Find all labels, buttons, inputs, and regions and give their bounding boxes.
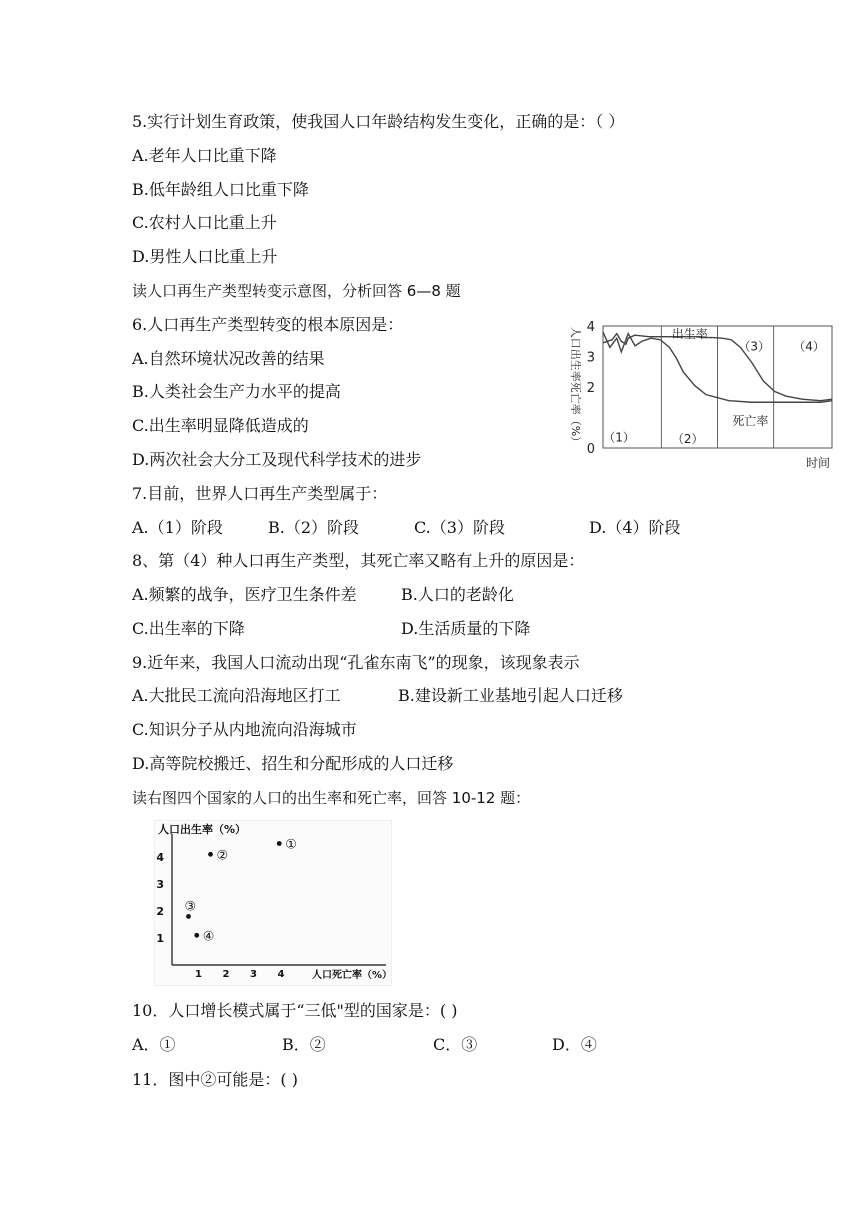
stage-label: （4） (793, 339, 825, 354)
q9-option-d: D.高等院校搬迁、招生和分配形成的人口迁移 (132, 754, 454, 773)
q6-option-b: B.人类社会生产力水平的提高 (132, 382, 341, 401)
q9-option-c: C.知识分子从内地流向沿海城市 (132, 720, 357, 739)
birth-rate-label: 出生率 (671, 327, 708, 341)
q9-option-a: A.大批民工流向沿海地区打工 (132, 686, 341, 705)
q10-option-b: B．② (282, 1035, 326, 1054)
data-point (277, 841, 282, 846)
q8-option-c: C.出生率的下降 (132, 619, 245, 638)
q11-stem: 11．图中②可能是：( ) (132, 1070, 298, 1089)
q10-option-a: A．① (132, 1035, 176, 1054)
q7-option-a: A.（1）阶段 (132, 518, 223, 537)
x-tick-label: 3 (250, 969, 257, 980)
q9-option-b: B.建设新工业基地引起人口迁移 (398, 686, 623, 705)
stage-label: （3） (738, 339, 770, 354)
q8-option-b: B.人口的老龄化 (401, 585, 514, 604)
birth-death-scatter-chart (154, 820, 392, 986)
x-axis-label: 时间 (805, 456, 830, 470)
y-tick-label: 2 (586, 381, 595, 396)
y-tick-label: 4 (156, 851, 164, 864)
stage-label: （1） (603, 430, 635, 445)
q10-stem: 10．人口增长模式属于“三低"型的国家是：( ) (132, 1001, 458, 1020)
x-axis-label: 人口死亡率（%） (312, 970, 392, 981)
point-label: ③ (184, 899, 197, 915)
q10-option-c: C．③ (433, 1035, 478, 1054)
stage-label: （2） (671, 432, 704, 447)
q7-option-c: C.（3）阶段 (414, 518, 505, 537)
data-point (208, 852, 213, 857)
q7-option-d: D.（4）阶段 (589, 518, 681, 537)
y-tick-label: 4 (586, 320, 595, 335)
point-label: ② (216, 848, 229, 864)
q7-option-b: B.（2）阶段 (268, 518, 360, 537)
q6-option-c: C.出生率明显降低造成的 (132, 416, 309, 435)
y-tick-label: 3 (156, 878, 164, 891)
q5-option-b: B.低年龄组人口比重下降 (132, 180, 309, 199)
q8-option-d: D.生活质量的下降 (401, 619, 531, 638)
death-rate-label: 死亡率 (732, 413, 769, 428)
point-label: ① (285, 837, 297, 853)
intro-10-12: 读右图四个国家的人口的出生率和死亡率，回答 10-12 题： (132, 789, 531, 807)
q8-stem: 8、第（4）种人口再生产类型，其死亡率又略有上升的原因是： (132, 551, 585, 570)
q6-option-a: A.自然环境状况改善的结果 (132, 349, 325, 368)
q10-option-d: D．④ (552, 1035, 597, 1054)
y-tick-label: 1 (156, 932, 164, 945)
x-tick-label: 1 (195, 969, 202, 980)
x-tick-label: 2 (222, 969, 230, 980)
q9-stem: 9.近年来，我国人口流动出现“孔雀东南飞”的现象，该现象表示 (132, 653, 580, 672)
y-tick-label: 3 (586, 350, 595, 366)
y-tick-label: 0 (586, 442, 595, 457)
q5-option-a: A.老年人口比重下降 (132, 146, 277, 165)
q6-stem: 6.人口再生产类型转变的根本原因是： (132, 315, 404, 334)
data-point (194, 933, 199, 938)
x-tick-label: 4 (277, 969, 285, 980)
q5-option-d: D.男性人口比重上升 (132, 247, 278, 266)
q6-option-d: D.两次社会大分工及现代科学技术的进步 (132, 450, 422, 469)
q7-stem: 7.目前，世界人口再生产类型属于： (132, 484, 388, 503)
intro-6-8: 读人口再生产类型转变示意图，分析回答 6—8 题 (132, 282, 461, 300)
y-axis-label: 人口出生率（%） (158, 823, 247, 836)
data-point (186, 914, 191, 919)
population-transition-chart (560, 312, 840, 472)
y-axis-label: 人口出生率死亡率（%） (569, 326, 582, 448)
y-tick-label: 2 (156, 905, 164, 918)
point-label: ④ (202, 929, 215, 945)
q5-option-c: C.农村人口比重上升 (132, 213, 277, 232)
q8-option-a: A.频繁的战争，医疗卫生条件差 (132, 585, 357, 604)
q5-stem: 5.实行计划生育政策，使我国人口年龄结构发生变化，正确的是：（ ） (132, 112, 625, 131)
